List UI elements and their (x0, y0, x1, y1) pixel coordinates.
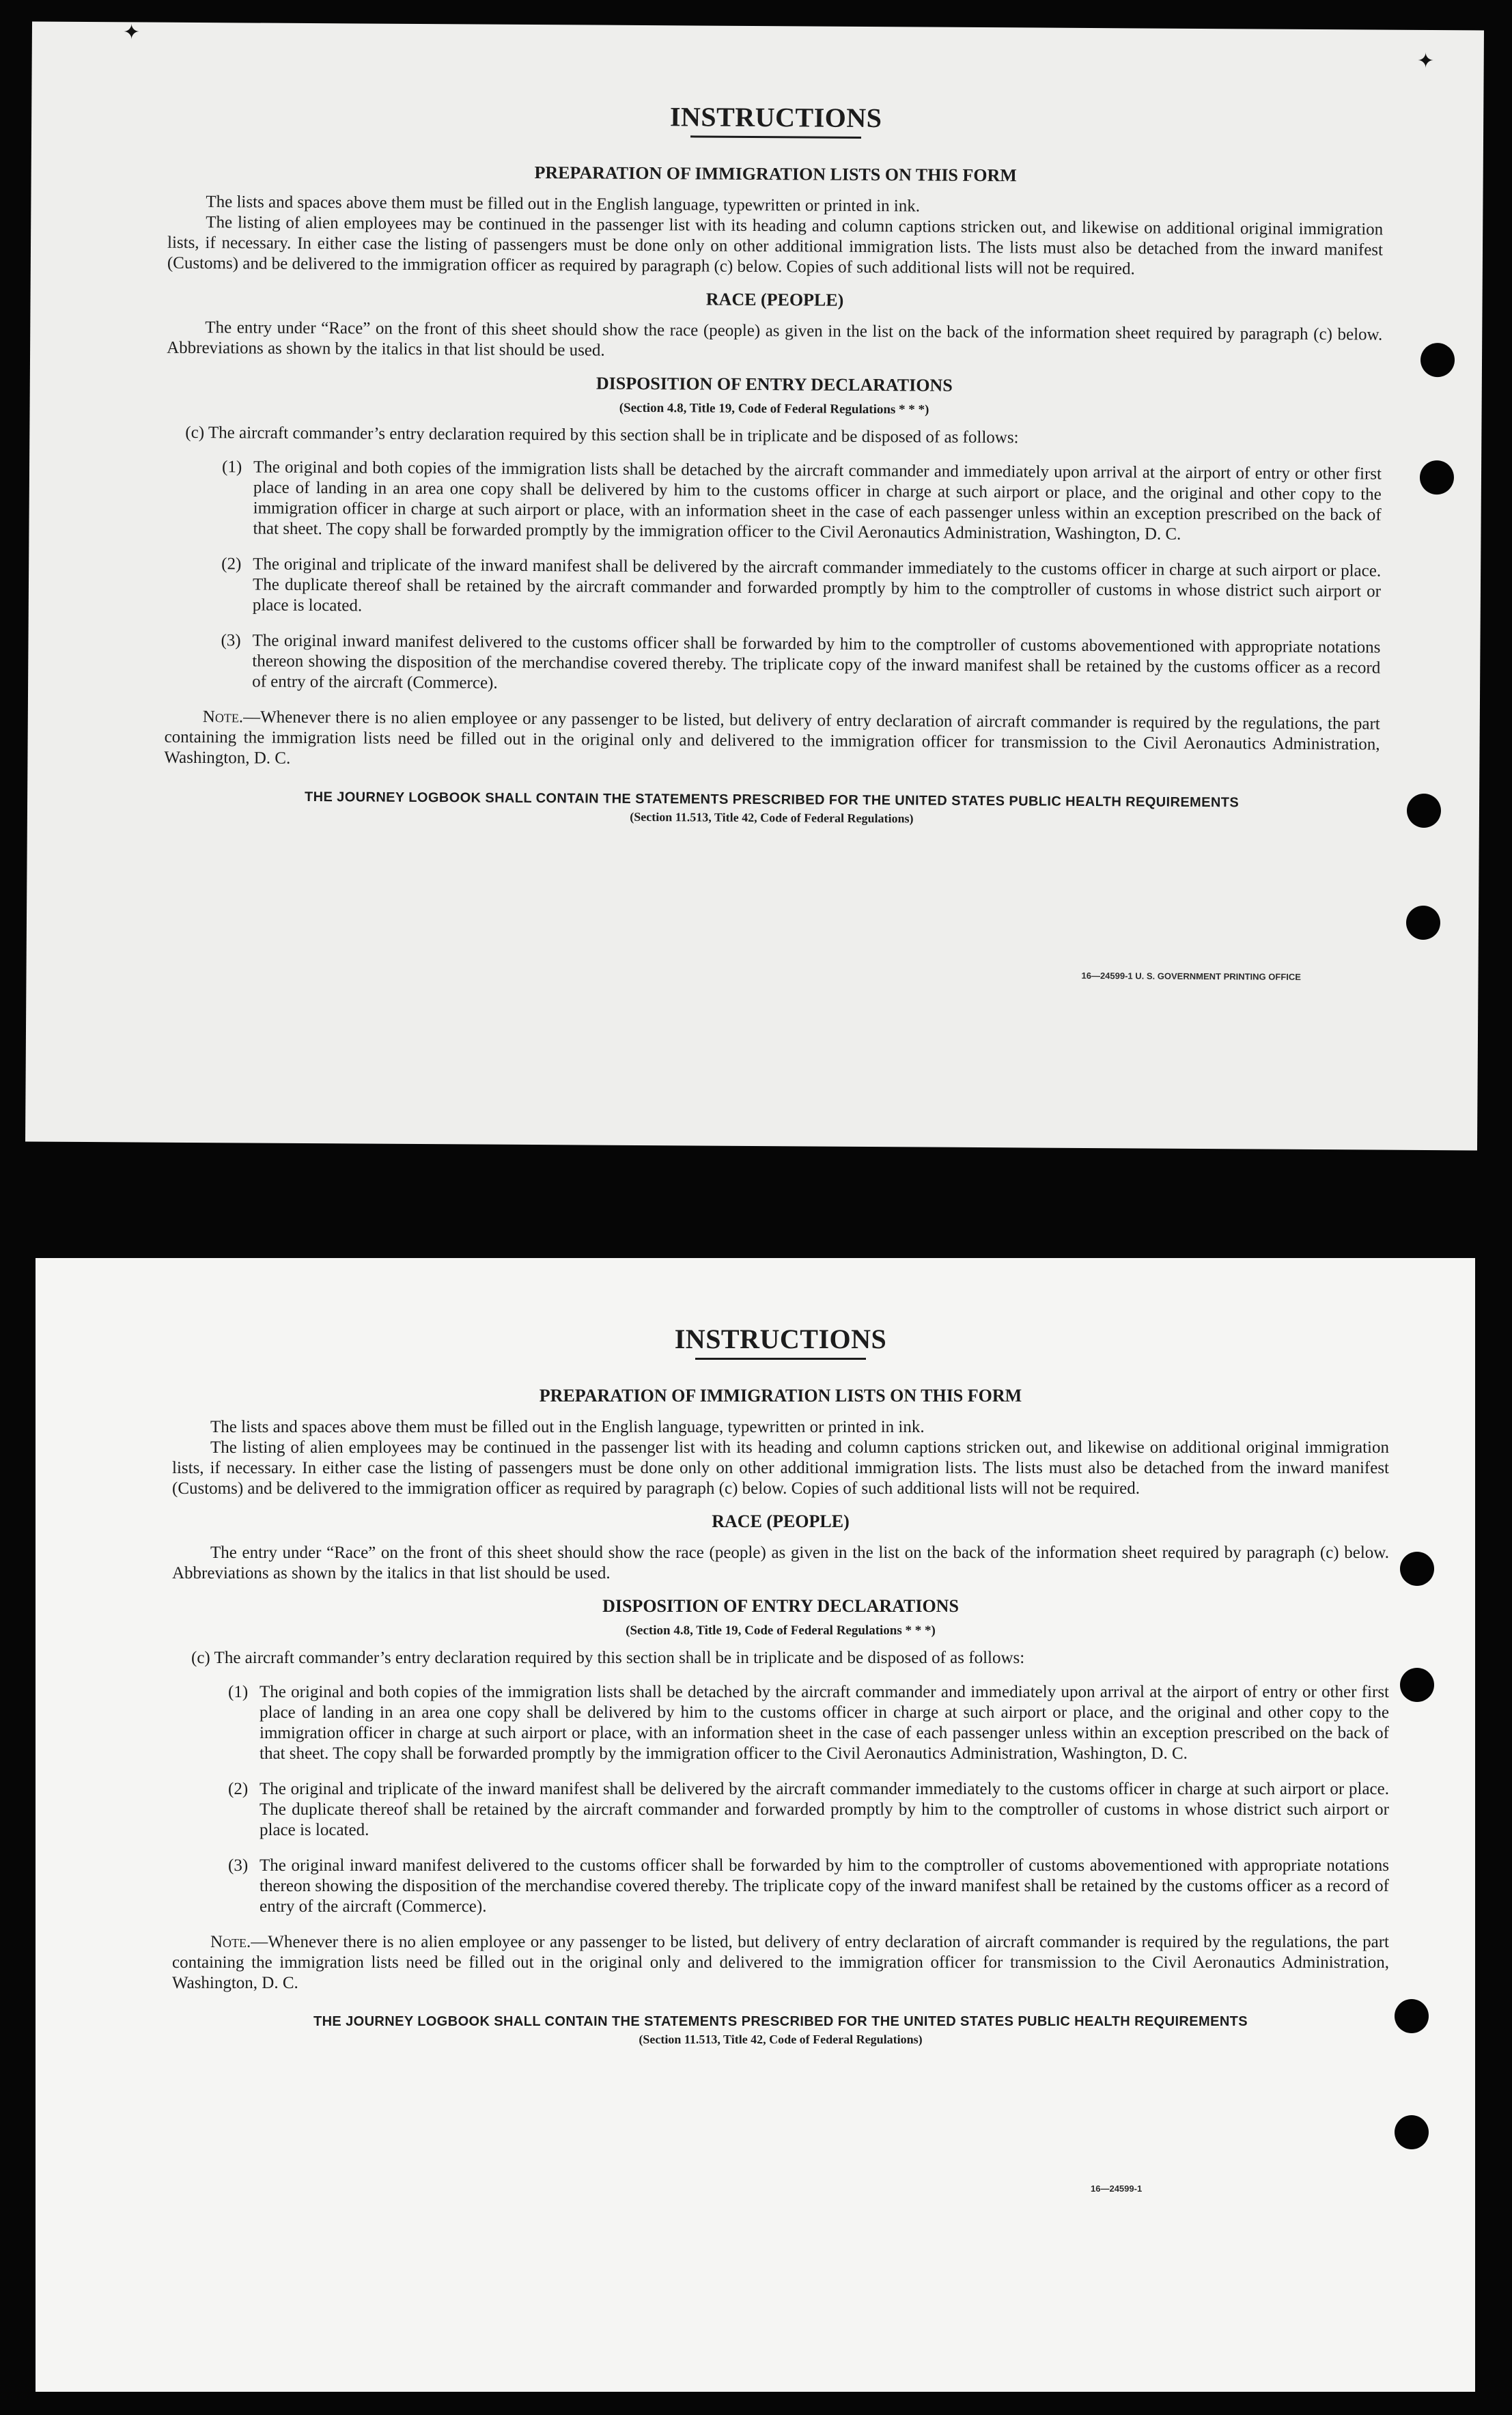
paragraph-lists: The lists and spaces above them must be filled out in the English language, typewritten or printed in ink. (206, 193, 921, 216)
paragraph-c: (c) The aircraft commander’s entry declaration required by this section shall be in triplicate and be disposed of as follows: (185, 423, 1019, 447)
list-item (165, 630, 1381, 699)
paragraph-lists: The lists and spaces above them must be filled out in the English language, typewritten or printed in ink. (210, 1418, 925, 1436)
list-item (165, 457, 1382, 546)
punch-hole (1420, 343, 1455, 377)
list-item (172, 1856, 1389, 1917)
item-number: (2) (228, 1780, 249, 1798)
item-text: The original and both copies of the immigration lists shall be detached by the aircraft commander and immediately upon arrival at the airport of entry or other first place of landing in an area one copy shall be delivered by him to the customs officer in charge at such airport or place, and the original and other copy to the immigration officer in charge at such airport or place, with an information sheet in the case of each passenger unless within an exception prescribed on the back of that sheet. The copy shall be forwarded promptly by the immigration officer to the Civil Aeronautics Administration, Washington, D. C. (260, 1683, 1389, 1763)
paragraph-c: (c) The aircraft commander’s entry declaration required by this section shall be in triplicate and be disposed of as follows: (191, 1649, 1025, 1667)
note-label: Note. (210, 1933, 251, 1951)
list-item (172, 1682, 1389, 1764)
heading-race: RACE (PEOPLE) (712, 1511, 850, 1531)
corner-mark: ✦ (1417, 49, 1435, 73)
title-underline (695, 1358, 866, 1360)
sheet-content (172, 1323, 1389, 2047)
note-paragraph (172, 1932, 1389, 1994)
paragraph-race: The entry under “Race” on the front of this sheet should show the race (people) as given in the list on the back of the information sheet required by paragraph (c) below. Abbreviations as shown by the italics in that list should be used. (172, 1544, 1389, 1582)
note-text: —Whenever there is no alien employee or any passenger to be listed, but delivery of entry declaration of aircraft commander is required by the regulations, the part containing the immigration lists need be filled out in the original only and delivered to the immigration officer for transmission to the Civil Aeronautics Administration, Washington, D. C. (164, 708, 1380, 768)
disposition-reference: (Section 4.8, Title 19, Code of Federal Regulations * * *) (626, 1623, 936, 1638)
item-number: (1) (228, 1683, 249, 1701)
list-item (172, 1779, 1389, 1841)
punch-hole (1400, 1552, 1434, 1586)
heading-preparation: PREPARATION OF IMMIGRATION LISTS ON THIS FORM (534, 163, 1017, 186)
punch-hole (1420, 460, 1454, 494)
print-code: 16—24599-1 (1091, 2183, 1143, 2194)
title-underline (690, 135, 861, 139)
print-code: 16—24599-1 U. S. GOVERNMENT PRINTING OFFICE (1081, 970, 1302, 982)
journey-logbook-statement: THE JOURNEY LOGBOOK SHALL CONTAIN THE STATEMENTS PRESCRIBED FOR THE UNITED STATES PUBLIC HEALTH REQUIREMENTS (304, 789, 1240, 811)
page-title: INSTRUCTIONS (669, 101, 882, 134)
paragraph-listing: The listing of alien employees may be continued in the passenger list with its heading and column captions stricken out, and likewise on additional original immigration lists, if necessary. In either case the listing of passengers must be done only on other additional immigration lists. The lists must also be detached from the inward manifest (Customs) and be delivered to the immigration officer as required by paragraph (c) below. Copies of such additional lists will not be required. (172, 1438, 1389, 1498)
item-text: The original inward manifest delivered to the customs officer shall be forwarded by him to the comptroller of customs abovementioned with appropriate notations thereon showing the disposition of the merchandise covered thereby. The triplicate copy of the inward manifest shall be retained by the customs officer as a record of entry of the aircraft (Commerce). (252, 631, 1381, 693)
heading-disposition: DISPOSITION OF ENTRY DECLARATIONS (602, 1596, 959, 1616)
item-text: The original inward manifest delivered to the customs officer shall be forwarded by him to the comptroller of customs abovementioned with appropriate notations thereon showing the disposition of the merchandise covered thereby. The triplicate copy of the inward manifest shall be retained by the customs officer as a record of entry of the aircraft (Commerce). (260, 1856, 1389, 1916)
journey-reference: (Section 11.513, Title 42, Code of Federal Regulations) (639, 2033, 923, 2046)
item-number: (2) (221, 555, 242, 574)
disposition-reference: (Section 4.8, Title 19, Code of Federal Regulations * * *) (619, 400, 929, 417)
item-number: (3) (221, 631, 241, 650)
heading-race: RACE (PEOPLE) (705, 289, 844, 310)
item-text: The original and both copies of the immigration lists shall be detached by the aircraft commander and immediately upon arrival at the airport of entry or other first place of landing in an area one copy shall be delivered by him to the customs officer in charge at such airport or place, and the original and other copy to the immigration officer in charge at such airport or place, with an information sheet in the case of each passenger unless within an exception prescribed on the back of that sheet. The copy shall be forwarded promptly by the immigration officer to the Civil Aeronautics Administration, Washington, D. C. (253, 458, 1382, 544)
heading-preparation: PREPARATION OF IMMIGRATION LISTS ON THIS FORM (539, 1386, 1022, 1406)
journey-reference: (Section 11.513, Title 42, Code of Federal Regulations) (630, 809, 914, 826)
punch-hole (1406, 906, 1440, 940)
journey-logbook-statement: THE JOURNEY LOGBOOK SHALL CONTAIN THE STATEMENTS PRESCRIBED FOR THE UNITED STATES PUBLIC HEALTH REQUIREMENTS (313, 2014, 1248, 2029)
sheet-content (164, 98, 1384, 829)
list-item (165, 554, 1382, 623)
paragraph-listing: The listing of alien employees may be continued in the passenger list with its heading and column captions stricken out, and likewise on additional original immigration lists, if necessary. In either case the listing of passengers must be done only on other additional immigration lists. The lists must also be detached from the inward manifest (Customs) and be delivered to the immigration officer as required by paragraph (c) below. Copies of such additional lists will not be required. (167, 213, 1384, 279)
note-paragraph (164, 707, 1380, 776)
note-label: Note. (202, 708, 244, 727)
note-text: —Whenever there is no alien employee or any passenger to be listed, but delivery of entry declaration of aircraft commander is required by the regulations, the part containing the immigration lists need be filled out in the original only and delivered to the immigration officer for transmission to the Civil Aeronautics Administration, Washington, D. C. (172, 1933, 1389, 1992)
item-number: (1) (221, 458, 242, 477)
corner-mark: ✦ (123, 20, 141, 44)
instruction-sheet-lower (36, 1258, 1475, 2392)
paragraph-race: The entry under “Race” on the front of this sheet should show the race (people) as given in the list on the back of the information sheet required by paragraph (c) below. Abbreviations as shown by the italics in that list should be used. (167, 318, 1383, 360)
page-title: INSTRUCTIONS (674, 1324, 887, 1354)
heading-disposition: DISPOSITION OF ENTRY DECLARATIONS (596, 373, 953, 395)
item-number: (3) (228, 1856, 249, 1875)
punch-hole (1395, 1999, 1429, 2033)
punch-hole (1407, 794, 1441, 828)
punch-hole (1395, 2115, 1429, 2149)
item-text: The original and triplicate of the inward manifest shall be delivered by the aircraft commander immediately to the customs officer in charge at such airport or place. The duplicate thereof shall be retained by the aircraft commander and forwarded promptly by him to the comptroller of customs in whose district such airport or place is located. (260, 1780, 1389, 1839)
instruction-sheet-upper (25, 22, 1484, 1151)
item-text: The original and triplicate of the inward manifest shall be delivered by the aircraft commander immediately to the customs officer in charge at such airport or place. The duplicate thereof shall be retained by the aircraft commander and forwarded promptly by him to the comptroller of customs in whose district such airport or place is located. (252, 555, 1382, 615)
punch-hole (1400, 1668, 1434, 1702)
